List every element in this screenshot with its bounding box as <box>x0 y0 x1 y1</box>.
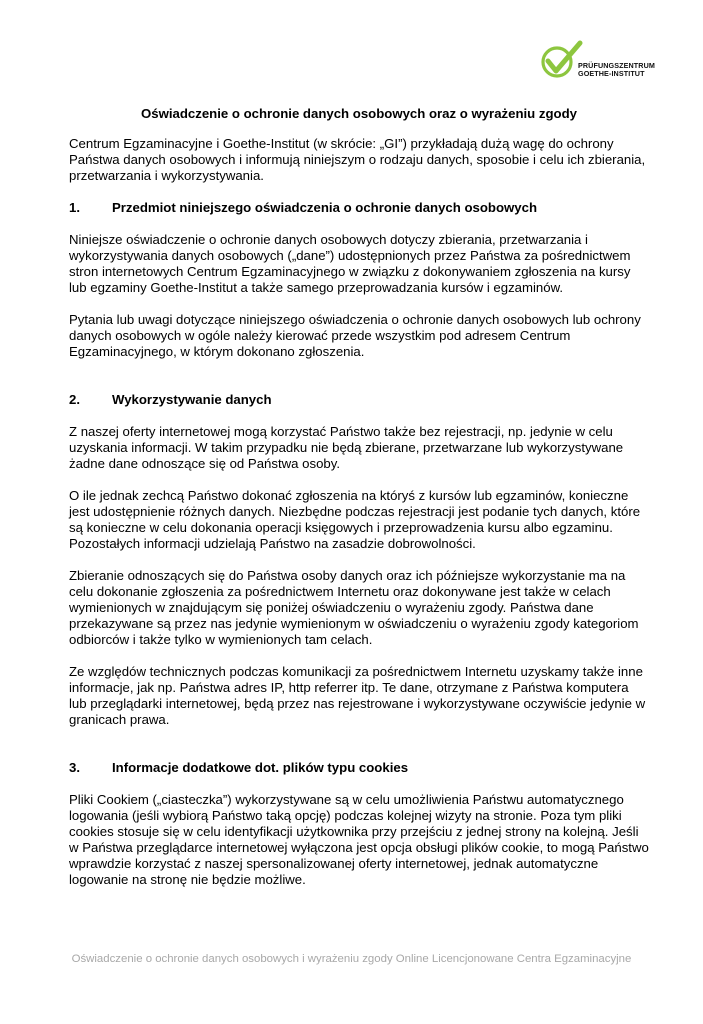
document-title: Oświadczenie o ochronie danych osobowych oraz o wyrażeniu zgody <box>140 106 577 121</box>
section-1-heading <box>69 200 649 216</box>
section-3-number: 3. <box>69 760 80 775</box>
section-2-number: 2. <box>69 392 80 407</box>
section-2-paragraph-3: Zbieranie odnoszących się do Państwa osoby danych oraz ich późniejsze wykorzystanie ma na celu dokonanie zgłoszenia za pośrednictwem Internetu oraz dokonywane jest także w celach wymienionych w znajdującym się poniżej oświadczeniu o wyrażeniu zgody. Państwa dane przekazywane są przez nas jedynie wymienionym w oświadczeniu o wyrażeniu zgody kategoriom odbiorców i także tylko w wymienionych tam celach. <box>69 568 639 647</box>
section-2-paragraph-2: O ile jednak zechcą Państwo dokonać zgłoszenia na któryś z kursów lub egzaminów, konieczne jest udostępnienie różnych danych. Niezbędne podczas rejestracji jest podanie tych danych, które są konieczne w celu dokonania operacji księgowych i przeprowadzenia kursu albo egzaminu. Pozostałych informacji udzielają Państwo na zasadzie dobrowolności. <box>69 488 641 551</box>
section-2-paragraph-4: Ze względów technicznych podczas komunikacji za pośrednictwem Internetu uzyskamy także inne informacje, jak np. Państwa adres IP, http referrer itp. Te dane, otrzymane z Państwa komputera lub przeglądarki internetowej, będą przez nas rejestrowane i wykorzystywane oczywiście jedynie w granicach prawa. <box>69 664 646 727</box>
spacer <box>69 376 649 392</box>
section-2-paragraph-1: Z naszej oferty internetowej mogą korzystać Państwo także bez rejestracji, np. jedynie w celu uzyskania informacji. W takim przypadku nie będą zbierane, przetwarzane lub wykorzystywane żadne dane odnoszące się od Państwa osoby. <box>69 424 624 471</box>
spacer <box>69 744 649 760</box>
document-body <box>69 106 649 904</box>
section-3-heading <box>69 760 649 776</box>
logo-line-2: GOETHE-INSTITUT <box>578 69 645 79</box>
page-footer: Oświadczenie o ochronie danych osobowych i wyrażeniu zgody Online Licencjonowane Centra Egzaminacyjne <box>71 953 632 965</box>
section-3-title: Informacje dodatkowe dot. plików typu cookies <box>112 760 409 775</box>
section-3-paragraph-1: Pliki Cookiem („ciasteczka”) wykorzystywane są w celu umożliwienia Państwu automatycznego logowania (jeśli wybiorą Państwo taką opcję) podczas kolejnej wizyty na stronie. Poza tym pliki cookies stosuje się w celu identyfikacji użytkownika przy przejściu z jednej strony na kolejną. Jeśli w Państwa przeglądarce internetowej wyłączona jest opcja obsługi plików cookie, to mogą Państwo wprawdzie korzystać z naszej spersonalizowanej oferty internetowej, jednak automatyczne logowanie na stronę nie będzie możliwe. <box>69 792 649 887</box>
section-1-title: Przedmiot niniejszego oświadczenia o ochronie danych osobowych <box>112 200 538 215</box>
section-1-paragraph-2: Pytania lub uwagi dotyczące niniejszego oświadczenia o ochronie danych osobowych lub ochrony danych osobowych w ogóle należy kierować przede wszystkim pod adresem Centrum Egzaminacyjnego, w którym dokonano zgłoszenia. <box>69 312 641 359</box>
logo-text <box>578 62 655 78</box>
section-1-paragraph-1: Niniejsze oświadczenie o ochronie danych osobowych dotyczy zbierania, przetwarzania i wykorzystywania danych osobowych („dane”) udostępnionych przez Państwa za pośrednictwem stron internetowych Centrum Egzaminacyjnego w związku z dokonywaniem zgłoszenia na kursy lub egzaminy Goethe-Institut a także samego przeprowadzania kursów i egzaminów. <box>69 232 631 295</box>
pruefungszentrum-logo <box>540 40 660 84</box>
intro-paragraph: Centrum Egzaminacyjne i Goethe-Institut (w skrócie: „GI”) przykładają dużą wagę do ochrony Państwa danych osobowych i informują niniejszym o rodzaju danych, sposobie i celu ich zbierania, przetwarzania i wykorzystywania. <box>69 136 646 183</box>
section-1-number: 1. <box>69 200 80 215</box>
logo-line-1: PRÜFUNGSZENTRUM <box>578 61 655 70</box>
section-2-title: Wykorzystywanie danych <box>112 392 272 407</box>
section-2-heading <box>69 392 649 408</box>
